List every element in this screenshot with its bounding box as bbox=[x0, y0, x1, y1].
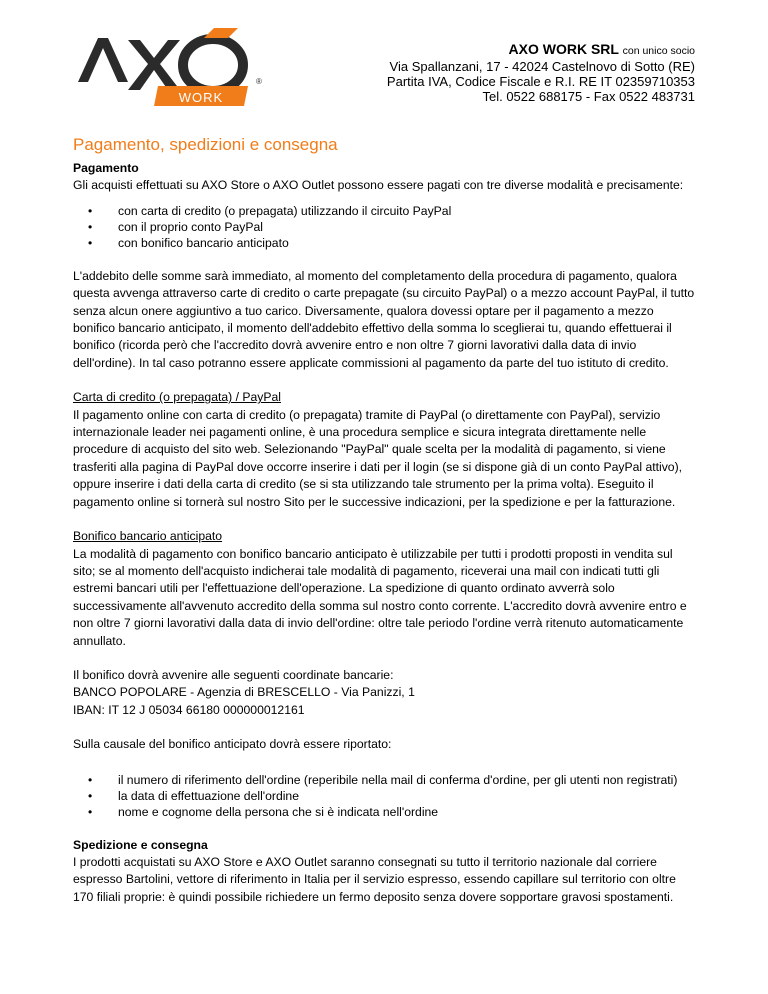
company-vat: Partita IVA, Codice Fiscale e R.I. RE IT 02359710353 bbox=[386, 74, 695, 89]
document-body bbox=[73, 134, 698, 923]
payment-heading: Pagamento bbox=[73, 161, 139, 175]
company-address: Via Spallanzani, 17 - 42024 Castelnovo di Sotto (RE) bbox=[389, 59, 695, 74]
list-item: • nome e cognome della persona che si è indicata nell'ordine bbox=[118, 804, 698, 820]
debit-paragraph: L'addebito delle somme sarà immediato, al momento del completamento della procedura di pagamento, qualora questa avvenga attraverso carte di credito o carte prepagate (su circuito PayPal) o a mezzo account PayPal, il tutto senza alcun onere aggiuntivo a tuo carico. Diversamente, qualora dovessi optare per il pagamento a mezzo bonifico bancario anticipato, il momento dell'addebito effettivo della somma lo sceglierai tu, quando effettuerai il bonifico (ricorda però che l'accredito dovrà avvenire entro e non oltre 7 giorni lavorativi dalla data di invio dell'ordine). In tal caso potranno essere applicate commissioni al pagamento da parte del tuo istituto di credito. bbox=[73, 268, 695, 370]
shipping-heading: Spedizione e consegna bbox=[73, 837, 208, 852]
list-item: • la data di effettuazione dell'ordine bbox=[118, 788, 698, 804]
company-suffix: con unico socio bbox=[622, 45, 695, 57]
causale-list bbox=[73, 772, 698, 820]
shipping-paragraph: I prodotti acquistati su AXO Store e AXO Outlet saranno consegnati su tutto il territorio nazionale dal corriere espresso Bartolini, vettore di riferimento in Italia per il servizio espresso, essendo capillare sul territorio con oltre 170 filiali proprie: è quindi possibile richiedere un fermo deposito senza dovere sopportare gravosi spostamenti. bbox=[73, 854, 676, 904]
logo-work-text: WORK bbox=[178, 90, 224, 105]
card-heading: Carta di credito (o prepagata) / PayPal bbox=[73, 390, 281, 405]
list-item: • con bonifico bancario anticipato bbox=[118, 235, 698, 251]
company-phone: Tel. 0522 688175 - Fax 0522 483731 bbox=[482, 89, 695, 104]
transfer-paragraph: La modalità di pagamento con bonifico bancario anticipato è utilizzabile per tutti i prodotti proposti in vendita sul sito; se al momento dell'acquisto indicherai tale modalità di pagamento, riceverai una mail con indicati tutti gli estremi bancari utili per l'effettuazione dell'operazione. La spedizione di quanto ordinato avverrà solo successivamente all'avvenuto accredito della somma sul nostro conto corrente. L'accredito dovrà avvenire entro e non oltre 7 giorni lavorativi dalla data di invio dell'ordine: oltre tale periodo l'ordine verrà ritenuto automaticamente annullato. bbox=[73, 546, 687, 648]
company-name: AXO WORK SRL con unico socio bbox=[508, 41, 695, 57]
list-item: • con carta di credito (o prepagata) utilizzando il circuito PayPal bbox=[118, 203, 698, 219]
axo-work-logo bbox=[78, 28, 288, 113]
bank-name: BANCO POPOLARE - Agenzia di BRESCELLO - Via Panizzi, 1 bbox=[73, 685, 415, 700]
payment-intro: Gli acquisti effettuati su AXO Store o AXO Outlet possono essere pagati con tre diverse modalità e precisamente: bbox=[73, 178, 684, 193]
page-title: Pagamento, spedizioni e consegna bbox=[73, 135, 338, 154]
company-header bbox=[387, 42, 695, 104]
causale-intro: Sulla causale del bonifico anticipato dovrà essere riportato: bbox=[73, 737, 392, 752]
transfer-heading: Bonifico bancario anticipato bbox=[73, 529, 223, 544]
bank-intro: Il bonifico dovrà avvenire alle seguenti coordinate bancarie: bbox=[73, 667, 394, 682]
list-item: • il numero di riferimento dell'ordine (reperibile nella mail di conferma d'ordine, per gli utenti non registrati) bbox=[118, 772, 698, 788]
card-paragraph: Il pagamento online con carta di credito (o prepagata) tramite di PayPal (o direttamente con PayPal), servizio internazionale leader nei pagamenti online, è una procedura semplice e sicura integrata direttamente nelle procedure di acquisto del sito web. Selezionando "PayPal" quale scelta per la modalità di pagamento, si viene trasferiti alla pagina di PayPal dove occorre inserire i dati per il login (se si dispone già di un conto PayPal attivo), oppure inserire i dati della carta di credito (se si sta utilizzando tale strumento per la prima volta). Eseguito il pagamento online si tornerà sul nostro Sito per le successive indicazioni, per la spedizione e per la fatturazione. bbox=[73, 407, 683, 509]
payment-methods-list bbox=[73, 203, 698, 251]
svg-text:®: ® bbox=[256, 77, 262, 86]
iban: IBAN: IT 12 J 05034 66180 000000012161 bbox=[73, 702, 305, 717]
list-item: • con il proprio conto PayPal bbox=[118, 219, 698, 235]
